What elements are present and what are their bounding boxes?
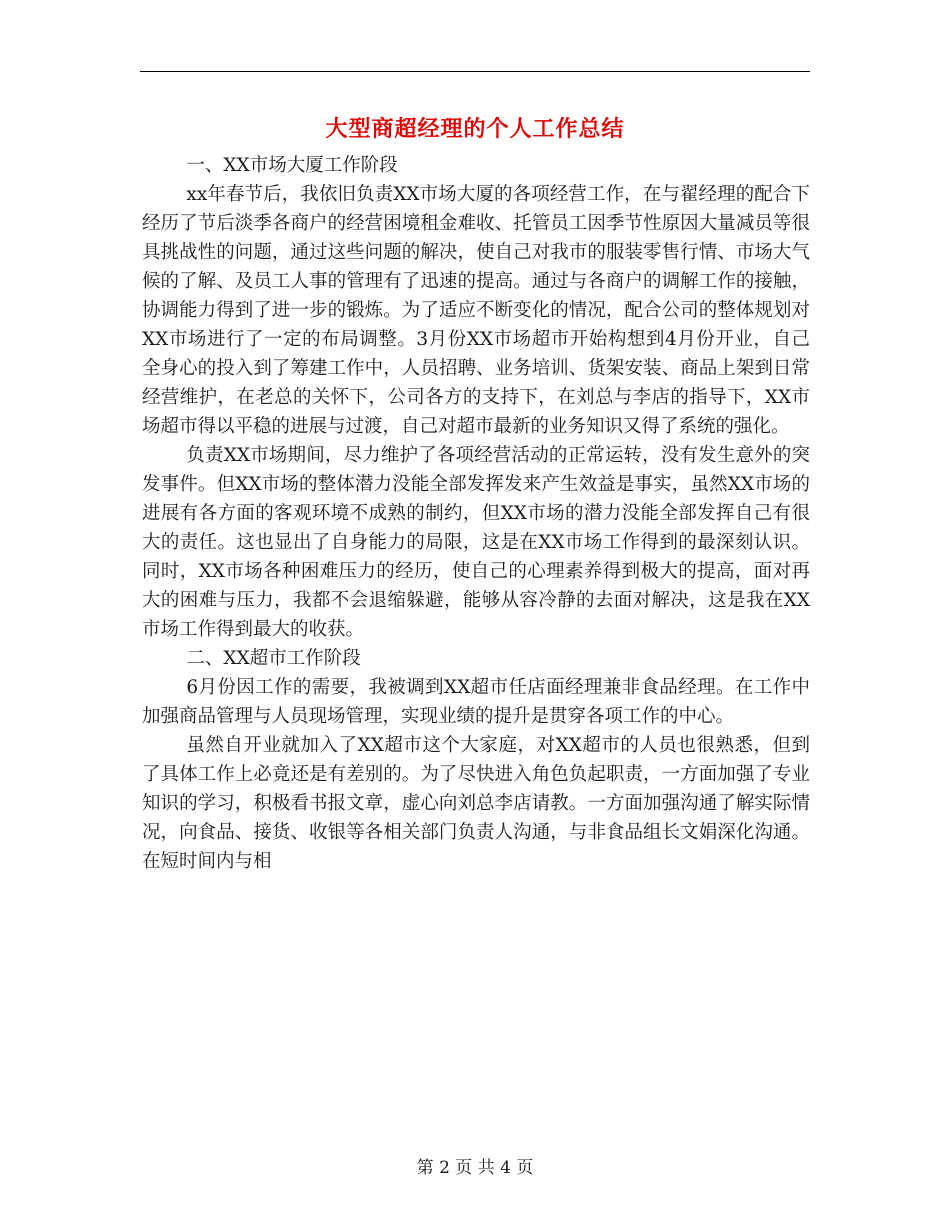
document-body: [142, 151, 810, 876]
body-paragraph: 6月份因工作的需要，我被调到XX超市任店面经理兼非食品经理。在工作中加强商品管理与人员现场管理，实现业绩的提升是贯穿各项工作的中心。: [142, 677, 810, 727]
header-rule: [140, 71, 810, 72]
body-paragraph: 负责XX市场期间，尽力维护了各项经营活动的正常运转，没有发生意外的突发事件。但XX市场的整体潜力没能全部发挥发来产生效益是事实，虽然XX市场的进展有各方面的客观环境不成熟的制约，但XX市场的潜力没能全部发挥自己有很大的责任。这也显出了自身能力的局限，这是在XX市场工作得到的最深刻认识。同时，XX市场各种困难压力的经历，使自己的心理素养得到极大的提高，面对再大的困难与压力，我都不会退缩躲避，能够从容冷静的去面对解决，这是我在XX市场工作得到最大的收获。: [142, 445, 810, 640]
section-heading-1: 一、XX市场大厦工作阶段: [186, 155, 398, 176]
page-number-footer: 第 2 页 共 4 页: [416, 1158, 534, 1178]
document-title: 大型商超经理的个人工作总结: [325, 117, 625, 142]
body-paragraph: 虽然自开业就加入了XX超市这个大家庭，对XX超市的人员也很熟悉，但到了具体工作上必竟还是有差别的。为了尽快进入角色负起职责，一方面加强了专业知识的学习，积极看书报文章，虚心向刘总李店请教。一方面加强沟通了解实际情况，向食品、接货、收银等各相关部门负责人沟通，与非食品组长文娟深化沟通。在短时间内与相: [142, 735, 810, 872]
body-paragraph: xx年春节后，我依旧负责XX市场大厦的各项经营工作，在与翟经理的配合下经历了节后淡季各商户的经营困境租金难收、托管员工因季节性原因大量减员等很具挑战性的问题，通过这些问题的解决，使自己对我市的服装零售行情、市场大气候的了解、及员工人事的管理有了迅速的提高。通过与各商户的调解工作的接触，协调能力得到了进一步的锻炼。为了适应不断变化的情况，配合公司的整体规划对XX市场进行了一定的布局调整。3月份XX市场超市开始构想到4月份开业，自己全身心的投入到了筹建工作中，人员招聘、业务培训、货架安装、商品上架到日常经营维护，在老总的关怀下，公司各方的支持下，在刘总与李店的指导下，XX市场超市得以平稳的进展与过渡，自己对超市最新的业务知识又得了系统的强化。: [142, 184, 810, 437]
section-heading-2: 二、XX超市工作阶段: [186, 648, 361, 669]
